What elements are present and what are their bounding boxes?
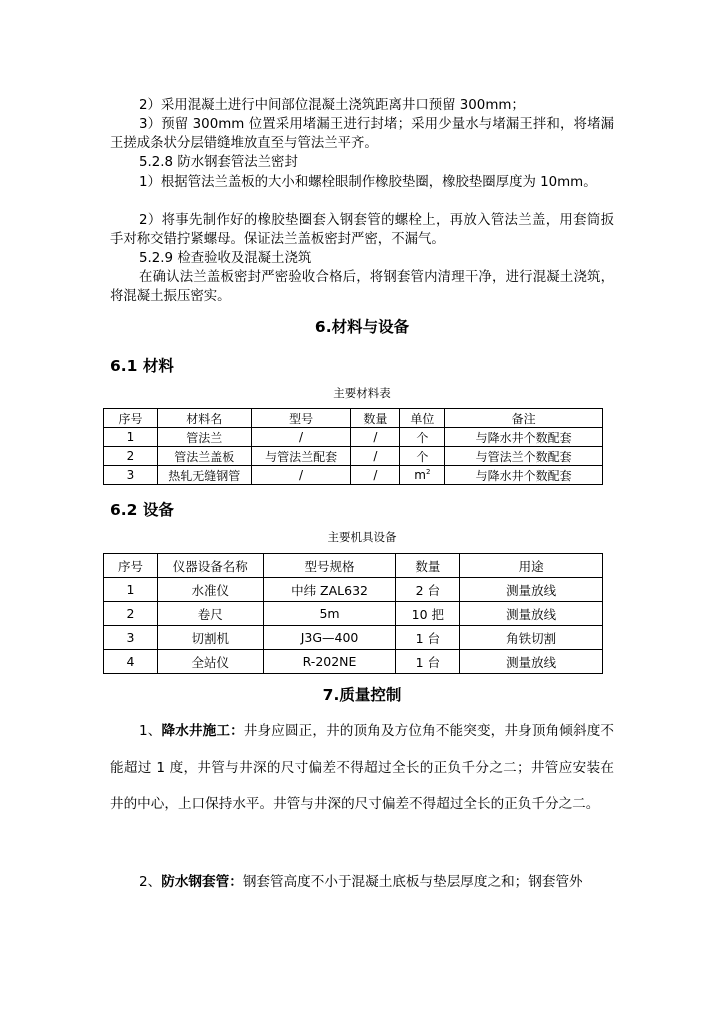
table-cell: 3 — [104, 626, 158, 650]
table-caption: 主要材料表 — [333, 386, 391, 400]
table-header-row — [104, 554, 603, 578]
table-cell: / — [251, 466, 351, 485]
header-cell: 用途 — [460, 554, 603, 578]
table-cell: / — [351, 466, 400, 485]
table-cell: / — [351, 447, 400, 466]
table-row — [104, 428, 603, 447]
table-cell: 3 — [104, 466, 158, 485]
item-text: 钢套管高度不小于混凝土底板与垫层厚度之和；钢套管外 — [242, 874, 583, 890]
table-cell: 5m — [263, 602, 396, 626]
table-cell: 水准仪 — [157, 578, 263, 602]
quality-paragraph — [110, 713, 614, 823]
item-number: 2、 — [139, 874, 162, 890]
table-cell: 1 — [104, 428, 158, 447]
table-row — [104, 626, 603, 650]
paragraph: 1）根据管法兰盖板的大小和螺栓眼制作橡胶垫圈，橡胶垫圈厚度为 10mm。 — [139, 175, 597, 190]
table-cell: 个 — [400, 447, 445, 466]
header-cell: 序号 — [104, 409, 158, 428]
item-label: 降水井施工： — [161, 723, 244, 739]
table-row — [104, 447, 603, 466]
item-text: 井身应圆正，井的顶角及方位角不能突变，井身顶角倾斜度不能超过 1 度，井管与井深的尺寸偏差不得超过全长的正负千分之二；井管应安装在井的中心，上口保持水平。井管与井深的尺寸偏差不得超过全长的正负千分之二。 — [110, 723, 615, 812]
table-row — [104, 602, 603, 626]
table-cell — [400, 466, 445, 485]
table-cell: / — [351, 428, 400, 447]
header-cell: 数量 — [396, 554, 460, 578]
table-cell: 4 — [104, 650, 158, 674]
header-cell: 数量 — [351, 409, 400, 428]
table-cell: 角铁切割 — [460, 626, 603, 650]
table-cell: 2 — [104, 602, 158, 626]
paragraph: 在确认法兰盖板密封严密验收合格后，将钢套管内清理干净，进行混凝土浇筑，将混凝土振压密实。 — [110, 270, 614, 305]
header-cell: 仪器设备名称 — [157, 554, 263, 578]
table-cell: 测量放线 — [460, 602, 603, 626]
paragraph: 2）将事先制作好的橡胶垫圈套入钢套管的螺栓上，再放入管法兰盖，用套筒扳手对称交错拧紧螺母。保证法兰盖板密封严密，不漏气。 — [110, 213, 614, 248]
equipment-table — [103, 553, 603, 674]
section-heading: 6.2 设备 — [110, 501, 174, 519]
table-cell: 个 — [400, 428, 445, 447]
section-title: 6.材料与设备 — [314, 318, 410, 336]
table-cell: 热轧无缝钢管 — [157, 466, 251, 485]
table-caption: 主要机具设备 — [327, 530, 397, 544]
unit-text: m — [414, 468, 426, 482]
table-cell: 中纬 ZAL632 — [263, 578, 396, 602]
table-row — [104, 578, 603, 602]
header-cell: 序号 — [104, 554, 158, 578]
table-header-row — [104, 409, 603, 428]
header-cell: 材料名 — [157, 409, 251, 428]
table-cell: R-202NE — [263, 650, 396, 674]
table-cell: / — [251, 428, 351, 447]
table-cell: 测量放线 — [460, 578, 603, 602]
materials-table — [103, 408, 603, 485]
paragraph: 2）采用混凝土进行中间部位混凝土浇筑距离井口预留 300mm； — [139, 98, 525, 113]
table-cell: 与降水井个数配套 — [445, 428, 603, 447]
table-cell: 测量放线 — [460, 650, 603, 674]
section-title: 7.质量控制 — [322, 686, 402, 704]
table-cell: 管法兰 — [157, 428, 251, 447]
table-cell: 10 把 — [396, 602, 460, 626]
table-cell: 卷尺 — [157, 602, 263, 626]
subheading: 5.2.8 防水钢套管法兰密封 — [139, 155, 298, 170]
table-row — [104, 466, 603, 485]
paragraph: 3）预留 300mm 位置采用堵漏王进行封堵；采用少量水与堵漏王拌和，将堵漏王搓成条状分层错缝堆放直至与管法兰平齐。 — [110, 117, 614, 152]
table-cell: 1 台 — [396, 626, 460, 650]
header-cell: 型号规格 — [263, 554, 396, 578]
header-cell: 单位 — [400, 409, 445, 428]
unit-superscript: 2 — [425, 468, 431, 476]
table-cell: 与降水井个数配套 — [445, 466, 603, 485]
subheading: 5.2.9 检查验收及混凝土浇筑 — [139, 251, 312, 266]
table-cell: J3G—400 — [263, 626, 396, 650]
table-cell: 2 台 — [396, 578, 460, 602]
header-cell: 型号 — [251, 409, 351, 428]
table-cell: 1 — [104, 578, 158, 602]
table-cell: 与管法兰个数配套 — [445, 447, 603, 466]
item-label: 防水钢套管： — [161, 874, 243, 890]
table-row — [104, 650, 603, 674]
section-heading: 6.1 材料 — [110, 357, 174, 375]
table-cell: 与管法兰配套 — [251, 447, 351, 466]
table-cell: 1 台 — [396, 650, 460, 674]
table-cell: 2 — [104, 447, 158, 466]
table-cell: 切割机 — [157, 626, 263, 650]
table-cell: 管法兰盖板 — [157, 447, 251, 466]
item-number: 1、 — [139, 723, 162, 739]
quality-paragraph — [110, 864, 614, 901]
header-cell: 备注 — [445, 409, 603, 428]
table-cell: 全站仪 — [157, 650, 263, 674]
